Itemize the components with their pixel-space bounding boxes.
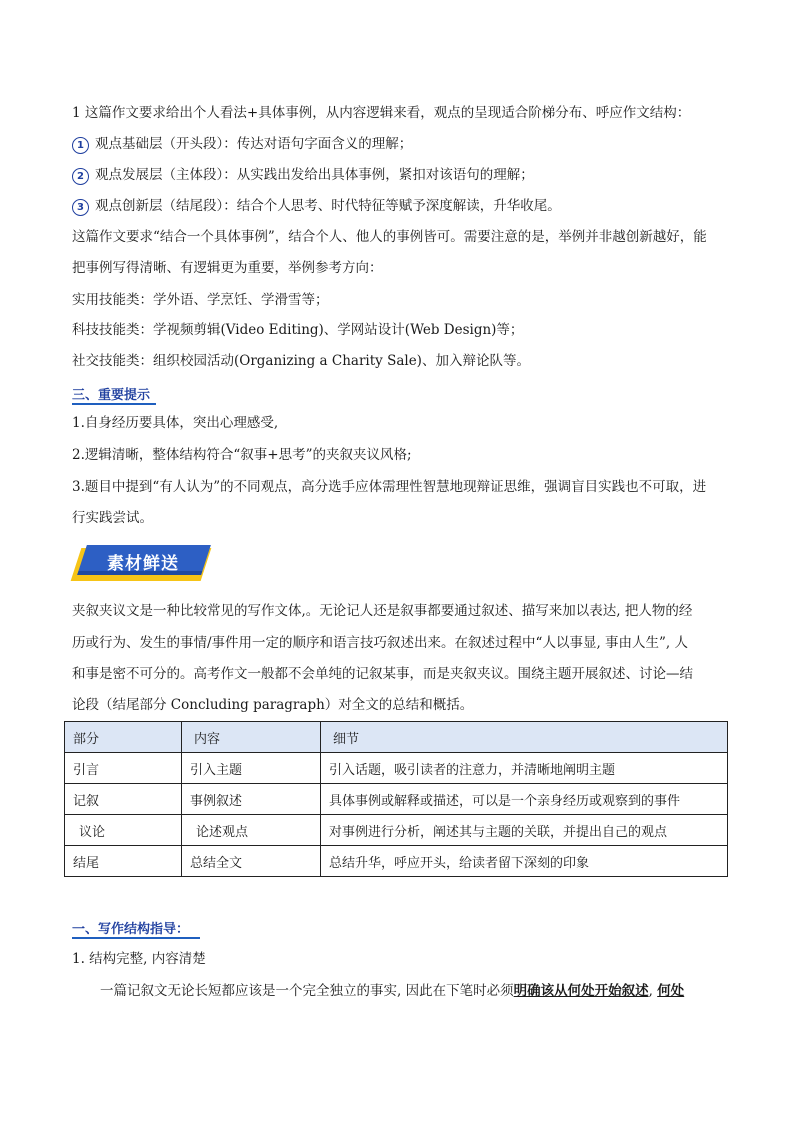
para-line: 把事例写得清晰、有逻辑更为重要，举例参考方向： <box>72 260 383 276</box>
table-cell: 论述观点 <box>182 815 321 846</box>
tip-line: 行实践尝试。 <box>72 510 153 526</box>
guide-emphasis: 何处 <box>657 983 685 999</box>
table-cell: 对事例进行分析，阐述其与主题的关联，并提出自己的观点 <box>321 815 728 846</box>
table-cell: 引言 <box>65 753 182 784</box>
table-row <box>65 753 728 784</box>
circled-number: 2 <box>72 168 89 185</box>
point-text: 观点创新层（结尾段）：结合个人思考、时代特征等赋予深度解读，升华收尾。 <box>95 198 561 214</box>
tip-line: 3.题目中提到“有人认为”的不同观点，高分选手应体需理性智慧地现辩证思维，强调盲目实践也不可取，进 <box>72 479 707 495</box>
material-line: 夹叙夹议文是一种比较常见的写作文体,。无论记人还是叙事都要通过叙述、描写来加以表达, 把人物的经 <box>72 603 693 619</box>
table-cell: 引入话题，吸引读者的注意力，并清晰地阐明主题 <box>321 753 728 784</box>
intro-line: 1 这篇作文要求给出个人看法+具体事例，从内容逻辑来看，观点的呈现适合阶梯分布、呼应作文结构： <box>72 105 691 121</box>
section-heading: 一、写作结构指导： <box>72 922 190 937</box>
banner-label: 素材鲜送 <box>107 554 179 574</box>
point-text: 观点基础层（开头段）：传达对语句字面含义的理解； <box>95 136 413 152</box>
table-cell: 结尾 <box>65 846 182 877</box>
point-item <box>72 135 412 154</box>
example-line: 社交技能类：组织校园活动(Organizing a Charity Sale)、加入辩论队等。 <box>72 353 530 369</box>
material-line: 和事是密不可分的。高考作文一般都不会单纯的记叙某事，而是夹叙夹议。围绕主题开展叙述、讨论—结 <box>72 666 693 682</box>
table-cell: 事例叙述 <box>182 784 321 815</box>
example-line: 科技技能类：学视频剪辑(Video Editing)、学网站设计(Web Design)等； <box>72 322 524 338</box>
tip-line: 2.逻辑清晰，整体结构符合“叙事+思考”的夹叙夹议风格; <box>72 447 412 463</box>
table-header-cell: 细节 <box>321 722 728 753</box>
table-row <box>65 815 728 846</box>
table-cell: 议论 <box>65 815 182 846</box>
material-line: 论段（结尾部分 Concluding paragraph）对全文的总结和概括。 <box>72 697 474 713</box>
example-line: 实用技能类：学外语、学烹饪、学滑雪等； <box>72 292 329 308</box>
structure-table <box>64 721 728 877</box>
table-cell: 记叙 <box>65 784 182 815</box>
guide-text: 一篇记叙文无论长短都应该是一个完全独立的事实, 因此在下笔时必须 <box>100 983 514 999</box>
tip-line: 1.自身经历要具体，突出心理感受, <box>72 415 279 431</box>
point-item <box>72 197 561 216</box>
point-text: 观点发展层（主体段）：从实践出发给出具体事例，紧扣对该语句的理解； <box>95 167 534 183</box>
guide-line <box>100 982 684 1000</box>
point-item <box>72 166 534 185</box>
circled-number: 3 <box>72 199 89 216</box>
heading-underline <box>72 937 200 939</box>
table-header-cell: 内容 <box>182 722 321 753</box>
table-row <box>65 784 728 815</box>
para-line: 这篇作文要求“结合一个具体事例”，结合个人、他人的事例皆可。需要注意的是，举例并非越创新越好，能 <box>72 229 707 245</box>
material-line: 历或行为、发生的事情/事件用一定的顺序和语言技巧叙述出来。在叙述过程中“人以事显, 事由人生”, 人 <box>72 635 689 651</box>
section-banner <box>76 545 214 581</box>
table-cell: 总结全文 <box>182 846 321 877</box>
heading-underline <box>72 403 156 405</box>
table-row <box>65 846 728 877</box>
sub-heading: 1. 结构完整, 内容清楚 <box>72 951 206 967</box>
guide-separator: , <box>648 983 658 999</box>
table-cell: 引入主题 <box>182 753 321 784</box>
table-cell: 总结升华，呼应开头，给读者留下深刻的印象 <box>321 846 728 877</box>
table-header-row <box>65 722 728 753</box>
table-header-cell: 部分 <box>65 722 182 753</box>
table-cell: 具体事例或解释或描述，可以是一个亲身经历或观察到的事件 <box>321 784 728 815</box>
guide-emphasis: 明确该从何处开始叙述 <box>513 983 649 999</box>
section-heading: 三、重要提示 <box>72 388 151 403</box>
circled-number: 1 <box>72 137 89 154</box>
